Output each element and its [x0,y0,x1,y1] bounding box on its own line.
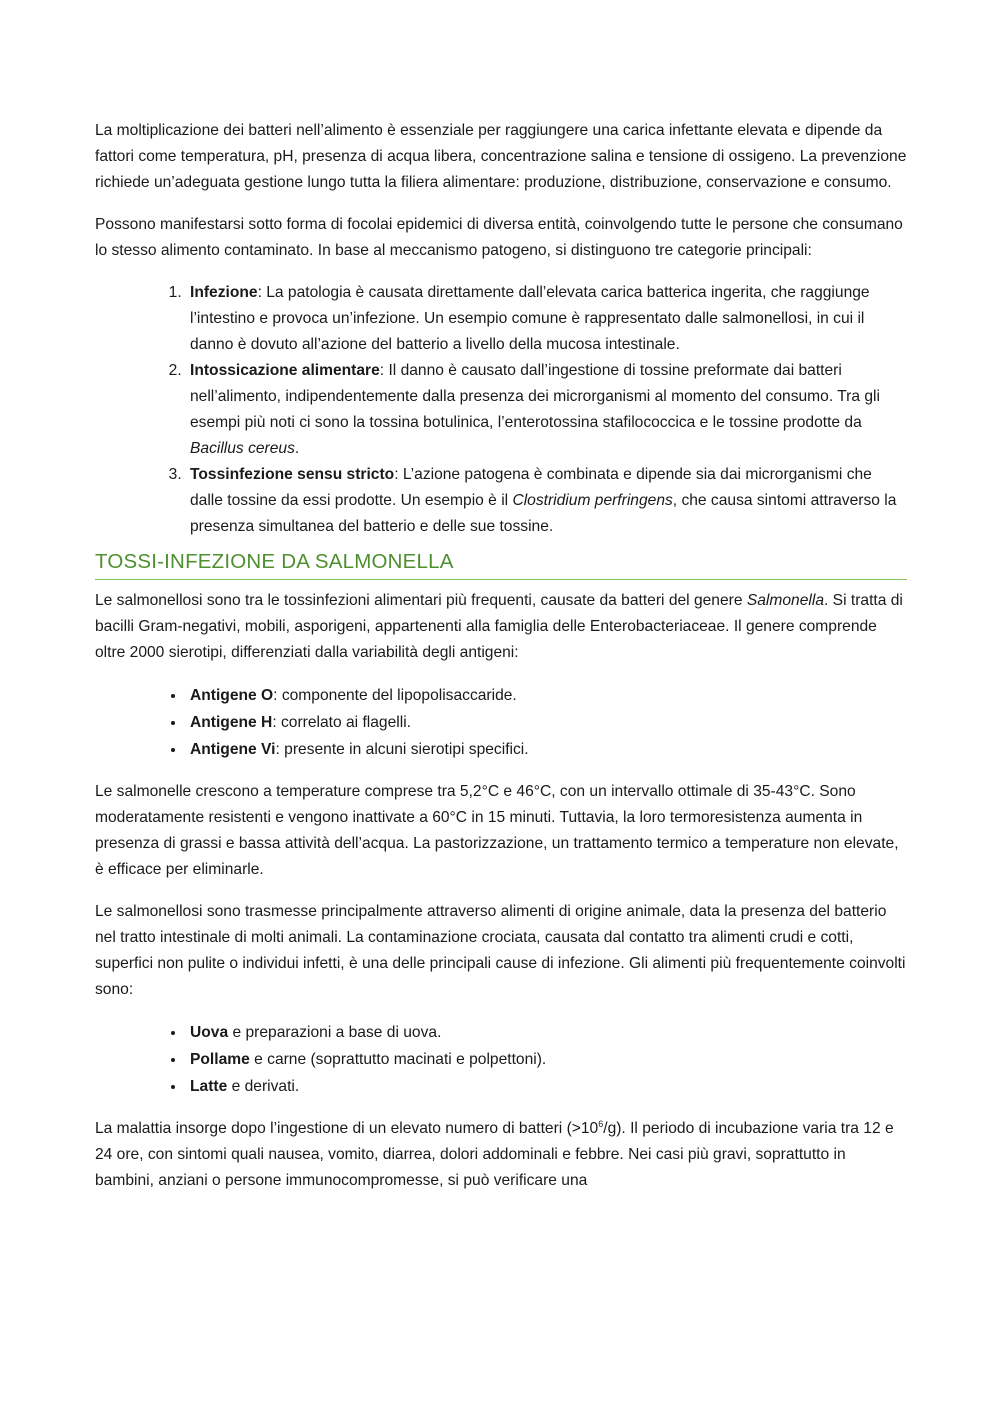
paragraph-epidemic-outbreaks: Possono manifestarsi sotto forma di focolai epidemici di diversa entità, coinvolgendo tutte le persone che consumano lo stesso alimento contaminato. In base al meccanismo patogeno, si distinguono tre categorie principali: [95,216,903,259]
term: Uova [190,1024,229,1041]
superscript: 6 [598,1118,604,1129]
species-name: Bacillus cereus [190,440,295,457]
list-item: • Uova e preparazioni a base di uova. [186,1019,907,1046]
term: Latte [190,1078,228,1095]
page-content [95,118,907,1210]
paragraph-incubation: La malattia insorge dopo l’ingestione di un elevato numero di batteri $(>10^6/g)$. Il periodo di incubazione varia tra 12 e 24 ore, con sintomi quali nausea, vomito, diarrea, dolori addominali e febbre. Nei casi più gravi, soprattutto in bambini, anziani o persone immunocompromesse, si può verificare una [95,1118,894,1189]
list-item: • Antigene Vi: presente in alcuni sierotipi specifici. [186,736,907,763]
genus-name: Salmonella [746,592,825,609]
term: Pollame [190,1051,250,1068]
list-item: • Antigene O: componente del lipopolisaccaride. [186,682,907,709]
paragraph-salmonella-intro: Le salmonellosi sono tra le tossinfezioni alimentari più frequenti, causate da batteri del genere Salmonella. Si tratta di bacilli Gram-negativi, mobili, asporigeni, appartenenti alla famiglia delle Enterobacteriaceae. Il genere comprende oltre 2000 sierotipi, differenziati dalla variabilità degli antigeni: [95,592,903,661]
paragraph-bacterial-growth: La moltiplicazione dei batteri nell’alimento è essenziale per raggiungere una carica infettante elevata e dipende da fattori come temperatura, pH, presenza di acqua libera, concentrazione salina e tensione di ossigeno. La prevenzione richiede un’adeguata gestione lungo tutta la filiera alimentare: produzione, distribuzione, conservazione e consumo. [95,122,907,191]
term: Antigene O [190,687,274,704]
list-item: 1. Infezione: La patologia è causata direttamente dall’elevata carica batterica ingerita, che raggiunge l’intestino e provoca un’infezione. Un esempio comune è rappresentato dalle salmonellosi, in cui il danno è dovuto all’azione del batterio a livello della mucosa intestinale. [186,280,907,358]
list-item: • Latte e derivati. [186,1073,907,1100]
list-item: • Antigene H: correlato ai flagelli. [186,709,907,736]
term: Antigene H [190,714,273,731]
species-name: Clostridium perfringens [512,492,673,509]
paragraph-temperature: Le salmonelle crescono a temperature comprese tra 5,2°C e 46°C, con un intervallo ottimale di 35-43°C. Sono moderatamente resistenti e vengono inattivate a 60°C in 15 minuti. Tuttavia, la loro termoresistenza aumenta in presenza di grassi e bassa attività dell’acqua. La pastorizzazione, un trattamento termico a temperature non elevate, è efficace per eliminarle. [95,783,899,878]
foods-list [95,1019,907,1100]
term: Tossinfezione sensu stricto [190,466,395,483]
list-item: 3. Tossinfezione sensu stricto: L’azione patogena è combinata e dipende sia dai microrganismi che dalle tossine da essi prodotte. Un esempio è il Clostridium perfringens, che causa sintomi attraverso la presenza simultanea del batterio e delle sue tossine. [186,462,907,540]
section-heading: TOSSI-INFEZIONE DA SALMONELLA [95,548,907,580]
term: Infezione [190,284,258,301]
list-item: • Pollame e carne (soprattutto macinati e polpettoni). [186,1046,907,1073]
paragraph-transmission: Le salmonellosi sono trasmesse principalmente attraverso alimenti di origine animale, data la presenza del batterio nel tratto intestinale di molti animali. La contaminazione crociata, causata dal contatto tra alimenti crudi e cotti, superfici non pulite o individui infetti, è una delle principali cause di infezione. Gli alimenti più frequentemente coinvolti sono: [95,903,906,998]
antigens-list [95,682,907,763]
pathogenic-categories-list [95,280,907,540]
term: Intossicazione alimentare [190,362,380,379]
list-item: 2. Intossicazione alimentare: Il danno è causato dall’ingestione di tossine preformate dai batteri nell’alimento, indipendentemente dalla presenza dei microrganismi al momento del consumo. Tra gli esempi più noti ci sono la tossina botulinica, l’enterotossina stafilococcica e le tossine prodotte da Bacillus cereus. [186,358,907,462]
term: Antigene Vi [190,741,276,758]
